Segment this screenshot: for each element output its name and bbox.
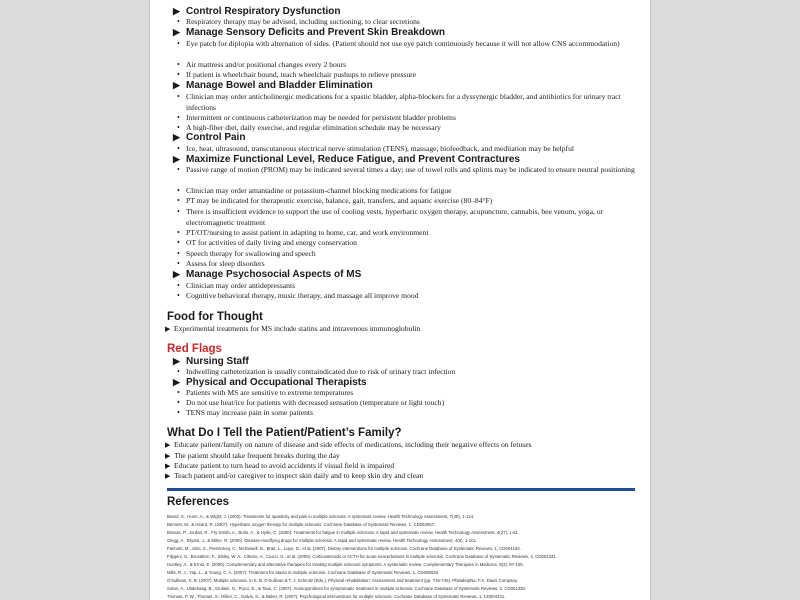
triangle-bullet-icon: ▶ — [173, 132, 180, 142]
list-item: ▶ Experimental treatments for MS include statins and intravenous immunoglobulin — [165, 324, 421, 333]
reference-item: Solari, A., Uitdehaag, B., Giuliani, G., Pucci, E., & Taus, C. (2007). Aminopyridines for symptomatic treatment in multiple sclerosis. Cochrane Database of Systematic Reviews, 2, CD001330. — [167, 586, 527, 591]
heading-functional-level: ▶ Maximize Functional Level, Reduce Fatigue, and Prevent Contractures — [173, 154, 520, 165]
list-item: ▶ Educate patient/family on nature of disease and side effects of medications, including their negative effects on fetuses — [165, 440, 532, 449]
list-item: ▶ The patient should take frequent breaks during the day — [165, 451, 340, 460]
section-divider — [167, 488, 635, 491]
triangle-bullet-icon: ▶ — [173, 356, 180, 366]
reference-item: Clegg, A., Bryant, J., & Milne, R. (2000). Disease-modifying drugs for multiple sclerosis: A rapid and systematic review. Health Technology Assessment, 4(9), 1-101. — [167, 538, 478, 543]
list-item: • TENS may increase pain in some patients — [177, 408, 313, 417]
list-item: • Speech therapy for swallowing and speech — [177, 249, 316, 258]
heading-therapists: ▶ Physical and Occupational Therapists — [173, 377, 367, 388]
list-item: • Intermittent or continuous catheterization may be needed for persistent bladder problems — [177, 113, 456, 122]
triangle-bullet-icon: ▶ — [173, 6, 180, 16]
reference-item: Filippini, G., Brusaferri, F., Sibley, W. A., Citterio, A., Ciucci, G., et al. (2000). Corticosteroids or ACTH for acute exacerbations in multiple sclerosis. Cochrane Database of Systematic Reviews, 4, CD001331. — [167, 554, 557, 559]
reference-item: Huntley, A., & Ernst, E. (2000). Complementary and alternative therapies for treating multiple sclerosis symptoms: A systematic review. Complementary Therapies in Medicine, 8(2), 97-105. — [167, 562, 524, 567]
list-item: • Indwelling catheterization is usually contraindicated due to risk of urinary tract infection — [177, 367, 456, 376]
heading-sensory-deficits: ▶ Manage Sensory Deficits and Prevent Skin Breakdown — [173, 27, 445, 38]
list-item: • Ice, heat, ultrasound, transcutaneous electrical nerve stimulation (TENS), massage, biofeedback, and meditation may be helpful — [177, 144, 574, 153]
list-item: • Respiratory therapy may be advised, including suctioning, to clear secretions — [177, 17, 420, 26]
triangle-bullet-icon: ▶ — [173, 27, 180, 37]
list-item: • Cognitive behavioral therapy, music therapy, and massage all improve mood — [177, 291, 419, 300]
list-item: • If patient is wheelchair bound, teach wheelchair pushups to relieve pressure — [177, 70, 417, 79]
list-item: • Clinician may order antidepressants — [177, 281, 296, 290]
heading-nursing-staff: ▶ Nursing Staff — [173, 356, 249, 367]
list-item: • Air mattress and/or positional changes every 2 hours — [177, 60, 347, 69]
heading-patient-family: What Do I Tell the Patient/Patient’s Family? — [167, 427, 402, 439]
triangle-bullet-icon: ▶ — [173, 154, 180, 164]
reference-item: Farinotti, M., Simi, S., Pietrantonj, C., McDowell, N., Brait, L., Lupo, D., et al. (2007). Dietary interventions for multiple sclerosis. Cochrane Database of Systematic Reviews, 1, CD004192. — [167, 546, 521, 551]
list-item: • There is insufficient evidence to support the use of cooling vests, hyperbaric oxygen therapy, acupuncture, cannabis, bee venom, yoga, or electromagnetic treatment — [177, 207, 604, 227]
list-item: • PT may be indicated for therapeutic exercise, balance, gait, transfers, and aquatic exercise (80–84°F) — [177, 196, 493, 205]
reference-item: Beard, S., Hunn, A., & Wight, J. (2003). Treatments for spasticity and pain in multiple sclerosis: A systematic review. Health Technology Assessment, 7(40), 1-124. — [167, 514, 475, 519]
document-page — [150, 0, 650, 600]
list-item: • Assess for sleep disorders — [177, 259, 265, 268]
heading-control-pain: ▶ Control Pain — [173, 132, 246, 143]
heading-psychosocial: ▶ Manage Psychosocial Aspects of MS — [173, 269, 362, 280]
triangle-bullet-icon: ▶ — [173, 269, 180, 279]
triangle-bullet-icon: ▶ — [173, 80, 180, 90]
heading-food-for-thought: Food for Thought — [167, 311, 263, 323]
reference-item: Branas, P., Jordan, R., Fry-Smith, A., Burls, A., & Hyde, C. (2000). Treatments for fatigue in multiple sclerosis: A rapid and systematic review. Health Technology Assessment, 4(27), 1-61. — [167, 530, 520, 535]
list-item: • Patients with MS are sensitive to extreme temperatures — [177, 388, 354, 397]
list-item: • OT for activities of daily living and energy conservation — [177, 238, 357, 247]
heading-red-flags: Red Flags — [167, 343, 222, 355]
heading-bowel-bladder: ▶ Manage Bowel and Bladder Elimination — [173, 80, 373, 91]
list-item: • A high-fiber diet, daily exercise, and regular elimination schedule may be necessary — [177, 123, 441, 132]
triangle-bullet-icon: ▶ — [173, 377, 180, 387]
list-item: ▶ Educate patient to turn head to avoid accidents if visual field is impaired — [165, 461, 395, 470]
list-item: • Eye patch for diplopia with alternation of sides. (Patient should not use eye patch continuously because it will not allow CNS accommodation) — [177, 39, 620, 48]
heading-control-respiratory: ▶ Control Respiratory Dysfunction — [173, 6, 341, 17]
reference-item: Mills, R. J., Yap, L., & Young, C. A. (2007). Treatment for ataxia in multiple sclerosis. Cochrane Database of Systematic Reviews, 1, CD005029. — [167, 570, 440, 575]
reference-item: Thomas, P. W., Thomas, S., Hillier, C., Galvin, K., & Baker, R. (2007). Psychological interventions for multiple sclerosis. Cochrane Database of Systematic Reviews, 1, CD004431. — [167, 594, 506, 599]
list-item: • Passive range of motion (PROM) may be indicated several times a day; use of towel rolls and splints may be indicated to ensure neutral positioning — [177, 165, 635, 174]
list-item: • Clinician may order amantadine or potassium-channel blocking medications for fatigue — [177, 186, 452, 195]
list-item: • Clinician may order anticholinergic medications for a spastic bladder, alpha-blockers for a dyssynergic bladder, and antibiotics for urinary tract infections — [177, 92, 621, 112]
reference-item: Bennett, M., & Heard, R. (2007). Hyperbaric oxygen therapy for multiple sclerosis. Cochrane Database of Systematic Reviews, 1, CD003057. — [167, 522, 436, 527]
list-item: • PT/OT/nursing to assist patient in adapting to home, car, and work environment — [177, 228, 429, 237]
reference-item: O'Sullivan, S. B. (2007). Multiple sclerosis. In S. B. O'Sullivan & T. J. Schmitz (Eds.), Physical rehabilitation: Assessment and treatment (pp. 715-745). Philadelphia: F.A. Davis Company. — [167, 578, 518, 583]
heading-references: References — [167, 496, 230, 508]
list-item: ▶ Teach patient and/or caregiver to inspect skin daily and to keep skin dry and clean — [165, 471, 424, 480]
list-item: • Do not use heat/ice for patients with decreased sensation (temperature or light touch) — [177, 398, 445, 407]
